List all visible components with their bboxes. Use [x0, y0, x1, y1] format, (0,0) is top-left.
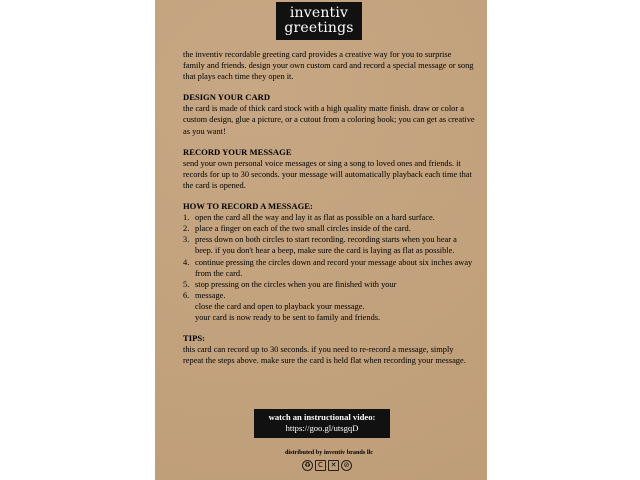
step-number: 5. [183, 279, 190, 289]
step-item [183, 257, 475, 279]
logo-line-1: inventiv [289, 5, 349, 21]
record-body: send your own personal voice messages or sing a song to loved ones and friends. it records for up to 30 seconds. your message will automatically playback each time that the card is opened. [183, 158, 472, 190]
intro-paragraph: the inventiv recordable greeting card provides a creative way for you to surprise family and friends. design your own custom card and record a special message or song that plays each time they open it. [183, 50, 474, 82]
design-heading: DESIGN YOUR CARD [183, 92, 271, 103]
step-text: open the card all the way and lay it as flat as possible on a hard surface. [195, 213, 435, 223]
tips-heading: TIPS: [183, 333, 205, 344]
record-heading: RECORD YOUR MESSAGE [183, 146, 292, 157]
step-item [183, 290, 475, 301]
video-url[interactable]: https://goo.gl/utsgqD [285, 423, 359, 433]
card-text [183, 49, 475, 366]
step-item [183, 223, 475, 234]
step-text: continue pressing the circles down and record your message about six inches away from the card. [195, 257, 473, 278]
step-number: 3. [183, 235, 190, 245]
tips-body: this card can record up to 30 seconds. if you need to re-record a message, simply repeat the steps above. make sure the card is held flat when recording your message. [183, 345, 466, 366]
no-bin-icon: ✕ [328, 460, 339, 471]
step-text: place a finger on each of the two small circles inside of the card. [195, 224, 411, 234]
step-item [183, 212, 475, 223]
step-text: close the card and open to playback your message. [195, 301, 365, 311]
video-link-box[interactable] [254, 409, 390, 438]
step-text: your card is now ready to be sent to family and friends. [195, 312, 381, 322]
logo-line-2: greetings [284, 20, 354, 36]
video-title: watch an instructional video: [268, 412, 376, 422]
howto-steps [183, 212, 475, 323]
no-children-icon: ⊘ [341, 460, 352, 471]
step-text: stop pressing on the circles when you are finished with your [195, 279, 397, 289]
step-number: 1. [183, 213, 190, 223]
recycle-icon: ♻ [302, 460, 313, 471]
step-number: 4. [183, 257, 190, 267]
step-item [183, 301, 475, 312]
howto-heading: HOW TO RECORD A MESSAGE: [183, 201, 313, 212]
distributor-text: distributed by inventiv brands llc [284, 449, 374, 456]
step-number: 6. [183, 290, 190, 300]
design-body: the card is made of thick card stock with a high quality matte finish. draw or color a custom design, glue a picture, or a cutout from a coloring book; you can get as creative as you want! [183, 104, 475, 136]
brand-logo [276, 2, 362, 40]
step-text: message. [195, 290, 226, 300]
step-item [183, 279, 475, 290]
ce-mark-icon: C [315, 460, 326, 471]
step-text: press down on both circles to start recording. recording starts when you hear a beep. if you don't hear a beep, make sure the card is laying as flat as possible. [195, 235, 457, 256]
step-item [183, 312, 475, 323]
certification-symbols [302, 460, 352, 472]
step-number: 2. [183, 224, 190, 234]
step-item [183, 234, 475, 256]
